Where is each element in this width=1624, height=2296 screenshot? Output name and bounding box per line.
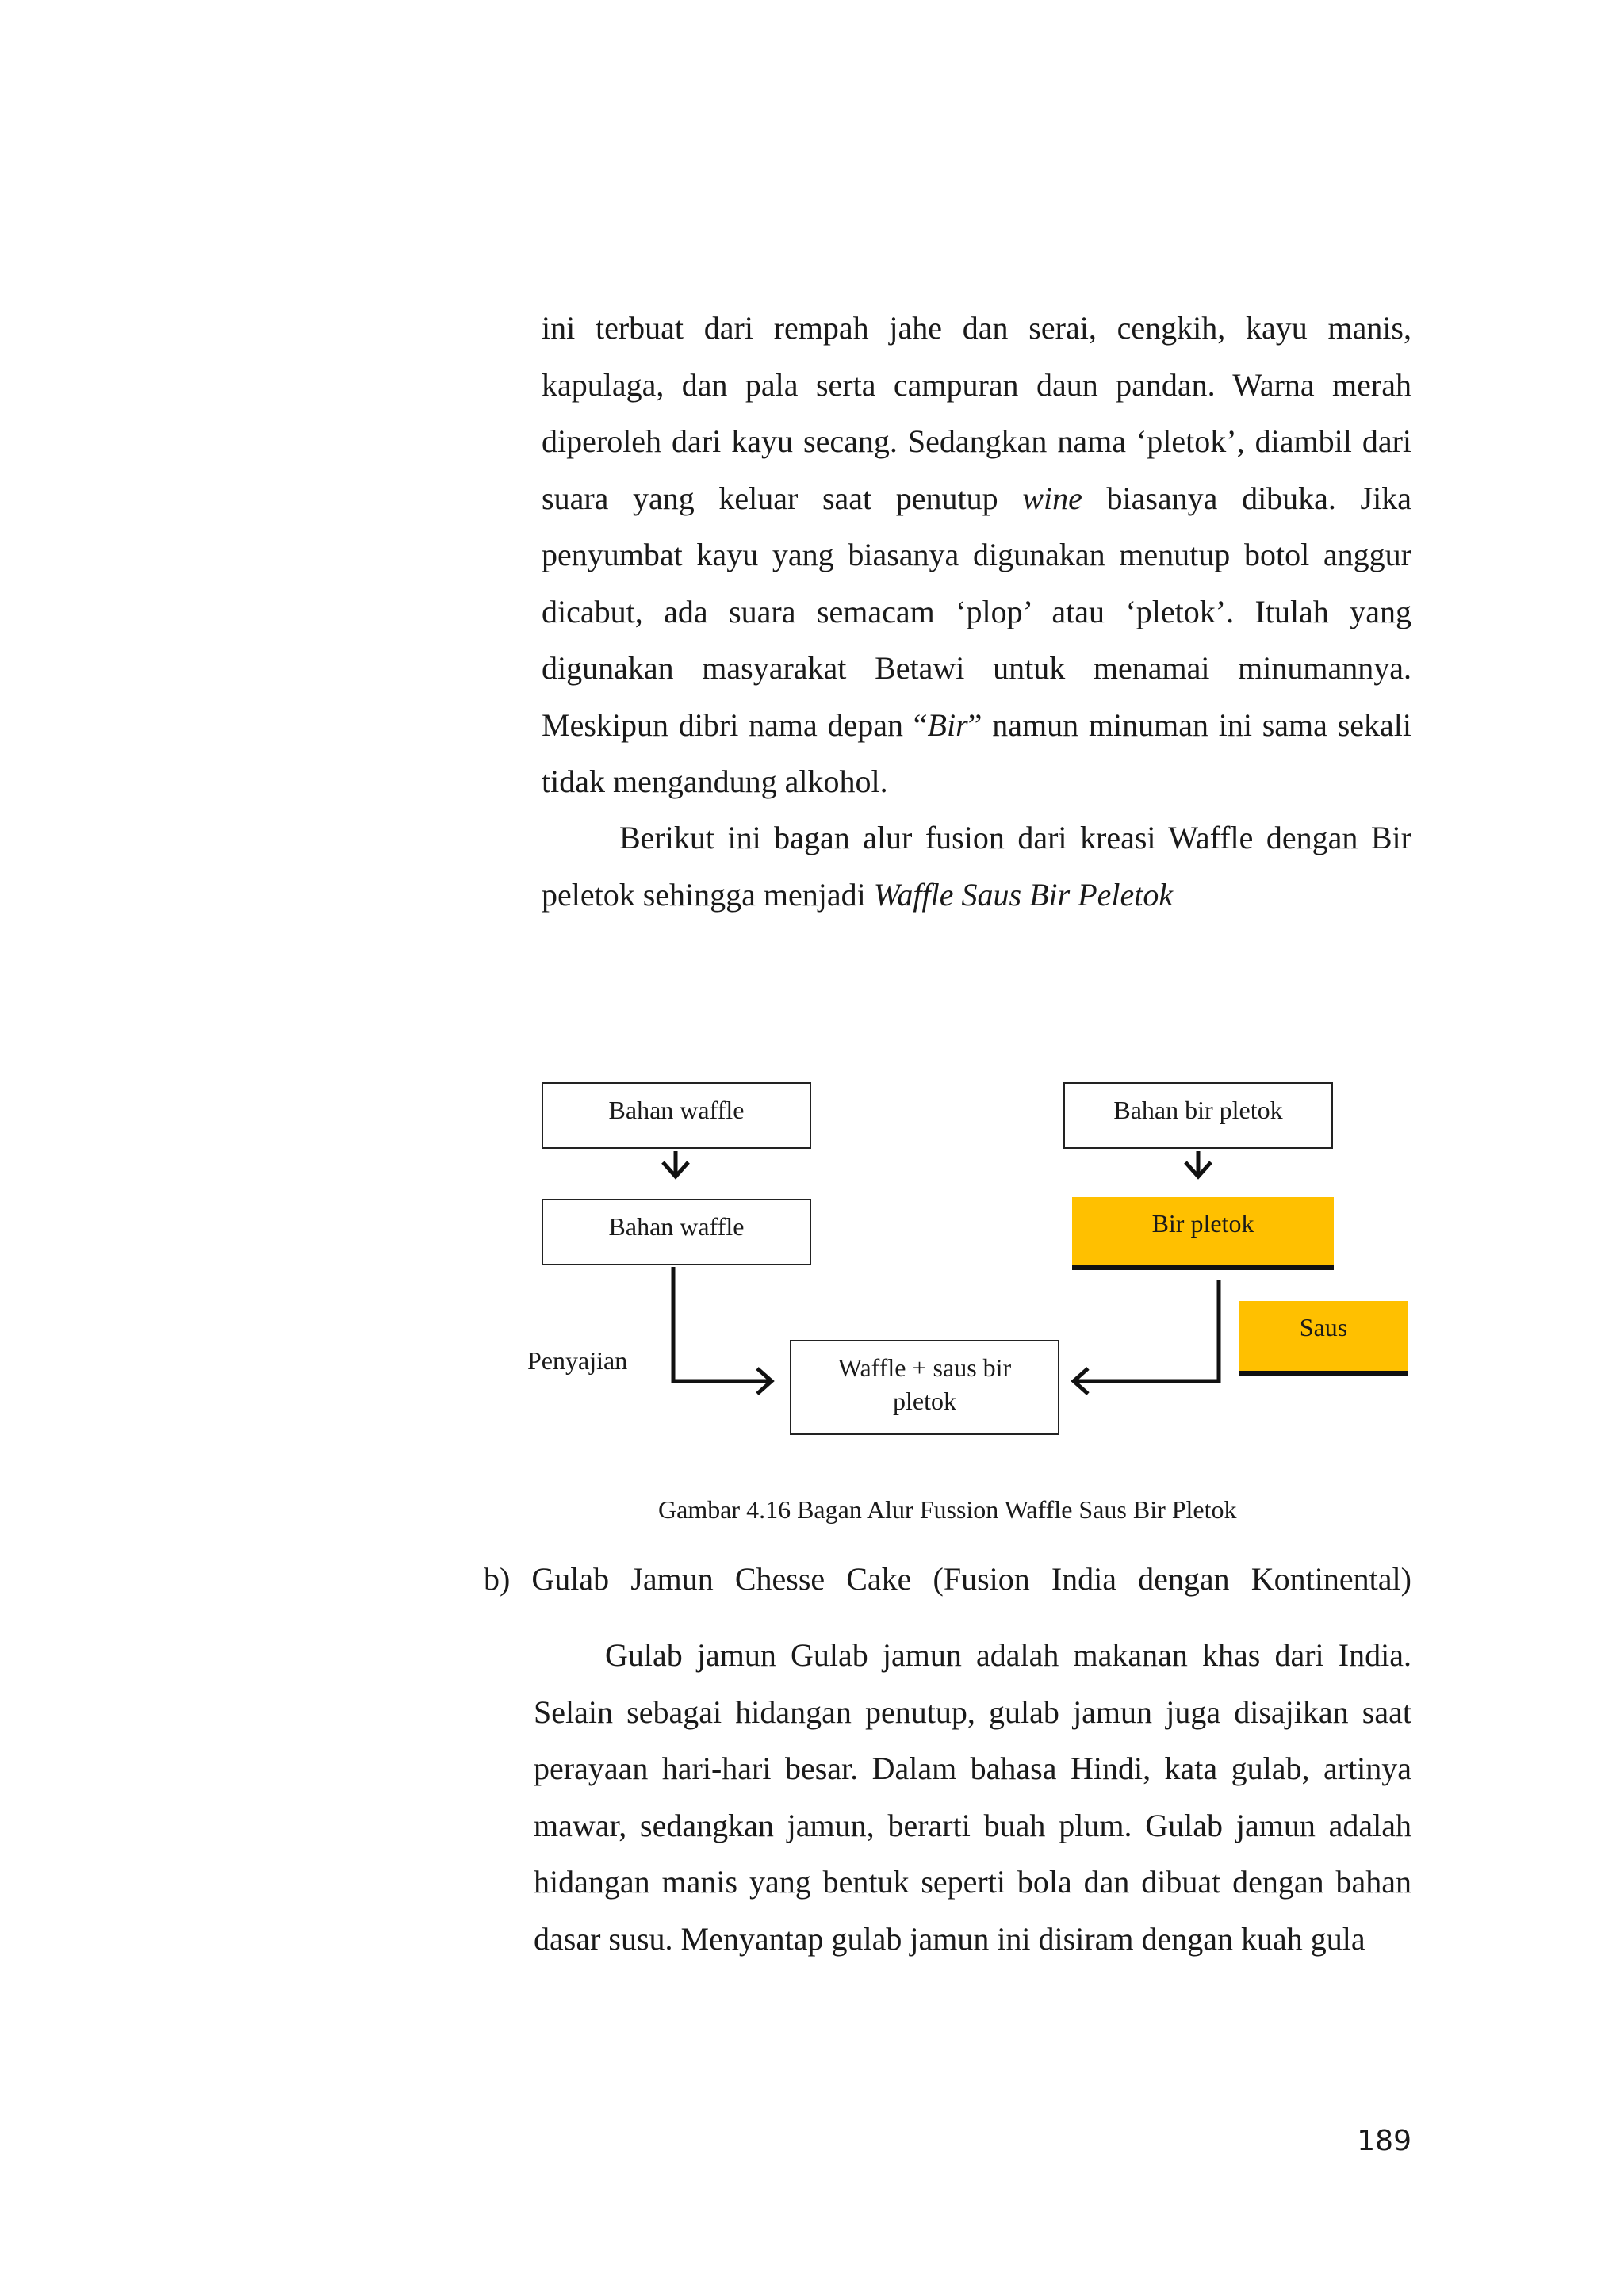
- heading-word: dengan: [1138, 1561, 1230, 1597]
- italic-text: wine: [1022, 480, 1082, 516]
- italic-text: Bir: [927, 706, 968, 743]
- text-run: ” namun minuman ini sama sekali tidak mengandung alkohol.: [542, 706, 1411, 799]
- paragraph-gulab-jamun: Gulab jamun Gulab jamun adalah makanan khas dari India. Selain sebagai hidangan penutup, gulab jamun juga disajikan saat perayaan hari-hari besar. Dalam bahasa Hindi, kata gulab, artinya mawar, sedangkan jamun, berarti buah plum. Gulab jamun adalah hidangan manis yang bentuk seperti bola dan dibuat dengan bahan dasar susu. Menyantap gulab jamun ini disiram dengan kuah gula: [534, 1637, 1411, 1957]
- figure-caption: Gambar 4.16 Bagan Alur Fussion Waffle Saus Bir Pletok: [658, 1495, 1237, 1524]
- heading-word: Cake: [846, 1561, 912, 1597]
- section-heading-gulab-jamun: [484, 1560, 1411, 1598]
- italic-text: Waffle Saus Bir Peletok: [873, 876, 1174, 913]
- flow-box-saus: Saus: [1239, 1301, 1408, 1376]
- page-number: 189: [1357, 2125, 1411, 2157]
- arrow-bir-to-result: [1074, 1280, 1219, 1394]
- heading-word: India: [1051, 1561, 1117, 1597]
- flow-box-bahan-waffle-2: Bahan waffle: [542, 1199, 811, 1265]
- arrow-waffle-down: [663, 1151, 688, 1177]
- arrow-waffle-to-result: [673, 1267, 772, 1394]
- text-run: Berikut ini bagan alur fusion dari kreasi Waffle dengan Bir peletok sehingga menjadi: [542, 820, 1411, 913]
- heading-word: Gulab: [531, 1561, 610, 1597]
- heading-marker: b): [484, 1561, 511, 1597]
- flow-box-bir-pletok: Bir pletok: [1072, 1197, 1334, 1270]
- heading-word: (Fusion: [933, 1561, 1030, 1597]
- flow-box-bahan-waffle-1: Bahan waffle: [542, 1082, 811, 1149]
- heading-word: Kontinental): [1251, 1561, 1411, 1597]
- arrow-bir-down: [1185, 1151, 1211, 1177]
- heading-word: Jamun: [630, 1561, 714, 1597]
- heading-word: Chesse: [734, 1561, 825, 1597]
- flow-box-bahan-bir-pletok: Bahan bir pletok: [1063, 1082, 1333, 1149]
- text-run: biasanya dibuka. Jika penyumbat kayu yang biasanya digunakan menutup botol anggur dicabut, ada suara semacam ‘plop’ atau ‘pletok’. Itulah yang digunakan masyarakat Betawi untuk menamai minumannya. Meskipun dibri nama depan “: [542, 480, 1411, 743]
- text-run: ini terbuat dari rempah jahe dan serai, cengkih, kayu manis, kapulaga, dan pala serta campuran daun pandan. Warna merah diperoleh dari kayu secang. Sedangkan nama ‘pletok’, diambil dari suara yang keluar saat penutup: [542, 310, 1411, 516]
- flow-box-waffle-saus-bir-pletok: Waffle + saus bir pletok: [790, 1340, 1059, 1435]
- flow-label-penyajian: Penyajian: [527, 1346, 628, 1375]
